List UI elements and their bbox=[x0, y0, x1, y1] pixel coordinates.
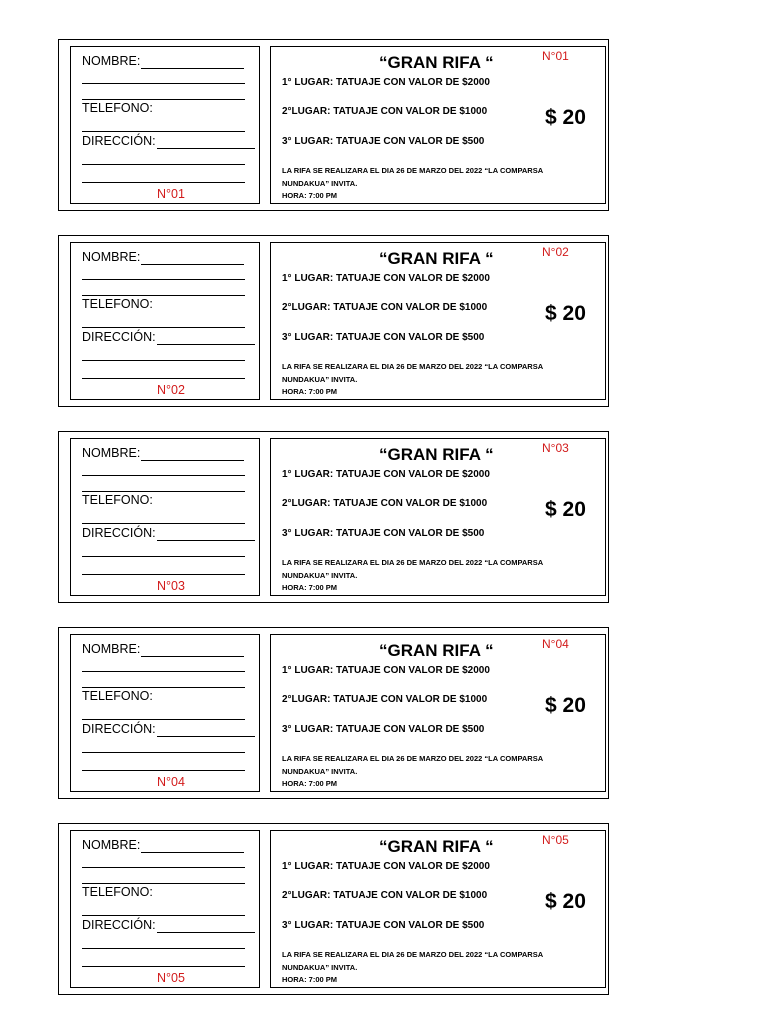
blank-line[interactable] bbox=[82, 953, 245, 967]
telefono-field bbox=[82, 884, 153, 900]
raffle-info-line: NUNDAKUA” INVITA. bbox=[282, 766, 358, 776]
prize-second: 2°LUGAR: TATUAJE CON VALOR DE $1000 bbox=[282, 890, 488, 901]
blank-line[interactable] bbox=[82, 674, 245, 688]
prize-third: 3° LUGAR: TATUAJE CON VALOR DE $500 bbox=[282, 136, 485, 147]
blank-line[interactable] bbox=[82, 561, 245, 575]
raffle-info bbox=[282, 361, 592, 399]
direccion-field bbox=[82, 525, 255, 541]
direccion-blank[interactable] bbox=[157, 920, 255, 933]
ticket-number: N°05 bbox=[542, 833, 569, 847]
blank-line[interactable] bbox=[82, 854, 245, 868]
prize-second: 2°LUGAR: TATUAJE CON VALOR DE $1000 bbox=[282, 694, 488, 705]
telefono-label: TELEFONO: bbox=[82, 493, 153, 507]
raffle-ticket bbox=[58, 39, 609, 211]
ticket-main bbox=[270, 634, 606, 792]
nombre-label: NOMBRE: bbox=[82, 838, 141, 852]
raffle-info-line: LA RIFA SE REALIZARA EL DIA 26 DE MARZO DEL 2022 “LA COMPARSA bbox=[282, 950, 544, 959]
nombre-field bbox=[82, 53, 244, 69]
raffle-ticket bbox=[58, 235, 609, 407]
raffle-info bbox=[282, 753, 592, 791]
raffle-info-line: LA RIFA SE REALIZARA EL DIA 26 DE MARZO DEL 2022 “LA COMPARSA bbox=[282, 558, 544, 567]
ticket-main bbox=[270, 830, 606, 988]
raffle-info-time: HORA: 7:00 PM bbox=[282, 387, 338, 396]
nombre-label: NOMBRE: bbox=[82, 642, 141, 656]
ticket-title: “GRAN RIFA “ bbox=[379, 445, 494, 464]
raffle-info-line: LA RIFA SE REALIZARA EL DIA 26 DE MARZO DEL 2022 “LA COMPARSA bbox=[282, 362, 544, 371]
raffle-ticket bbox=[58, 431, 609, 603]
direccion-blank[interactable] bbox=[157, 136, 255, 149]
ticket-main bbox=[270, 242, 606, 400]
nombre-blank[interactable] bbox=[141, 56, 244, 69]
telefono-field bbox=[82, 492, 153, 508]
raffle-info-line: NUNDAKUA” INVITA. bbox=[282, 570, 358, 580]
raffle-info-line: NUNDAKUA” INVITA. bbox=[282, 962, 358, 972]
prize-third: 3° LUGAR: TATUAJE CON VALOR DE $500 bbox=[282, 528, 485, 539]
ticket-number: N°04 bbox=[542, 637, 569, 651]
stub-number: N°05 bbox=[157, 971, 185, 985]
nombre-blank[interactable] bbox=[141, 644, 244, 657]
blank-line[interactable] bbox=[82, 706, 245, 720]
blank-line[interactable] bbox=[82, 739, 245, 753]
prize-first: 1° LUGAR: TATUAJE CON VALOR DE $2000 bbox=[282, 665, 490, 676]
ticket-number: N°01 bbox=[542, 49, 569, 63]
ticket-stub bbox=[70, 634, 260, 792]
direccion-field bbox=[82, 133, 255, 149]
direccion-blank[interactable] bbox=[157, 724, 255, 737]
raffle-info-time: HORA: 7:00 PM bbox=[282, 975, 338, 984]
direccion-blank[interactable] bbox=[157, 332, 255, 345]
direccion-field bbox=[82, 721, 255, 737]
raffle-info-line: NUNDAKUA” INVITA. bbox=[282, 178, 358, 188]
ticket-stub bbox=[70, 46, 260, 204]
ticket-price: $ 20 bbox=[545, 106, 586, 129]
ticket-price: $ 20 bbox=[545, 694, 586, 717]
nombre-field bbox=[82, 249, 244, 265]
nombre-blank[interactable] bbox=[141, 840, 244, 853]
nombre-field bbox=[82, 837, 244, 853]
blank-line[interactable] bbox=[82, 347, 245, 361]
blank-line[interactable] bbox=[82, 282, 245, 296]
prize-first: 1° LUGAR: TATUAJE CON VALOR DE $2000 bbox=[282, 273, 490, 284]
blank-line[interactable] bbox=[82, 86, 245, 100]
raffle-info-line: LA RIFA SE REALIZARA EL DIA 26 DE MARZO DEL 2022 “LA COMPARSA bbox=[282, 166, 544, 175]
prize-second: 2°LUGAR: TATUAJE CON VALOR DE $1000 bbox=[282, 106, 488, 117]
nombre-label: NOMBRE: bbox=[82, 250, 141, 264]
blank-line[interactable] bbox=[82, 510, 245, 524]
stub-number: N°04 bbox=[157, 775, 185, 789]
ticket-title: “GRAN RIFA “ bbox=[379, 53, 494, 72]
raffle-info-time: HORA: 7:00 PM bbox=[282, 191, 338, 200]
prize-first: 1° LUGAR: TATUAJE CON VALOR DE $2000 bbox=[282, 469, 490, 480]
blank-line[interactable] bbox=[82, 314, 245, 328]
ticket-number: N°02 bbox=[542, 245, 569, 259]
telefono-label: TELEFONO: bbox=[82, 297, 153, 311]
raffle-info bbox=[282, 557, 592, 595]
telefono-field bbox=[82, 296, 153, 312]
nombre-blank[interactable] bbox=[141, 252, 244, 265]
ticket-title: “GRAN RIFA “ bbox=[379, 837, 494, 856]
blank-line[interactable] bbox=[82, 70, 245, 84]
blank-line[interactable] bbox=[82, 169, 245, 183]
stub-number: N°02 bbox=[157, 383, 185, 397]
blank-line[interactable] bbox=[82, 757, 245, 771]
raffle-info-line: LA RIFA SE REALIZARA EL DIA 26 DE MARZO DEL 2022 “LA COMPARSA bbox=[282, 754, 544, 763]
ticket-price: $ 20 bbox=[545, 302, 586, 325]
blank-line[interactable] bbox=[82, 266, 245, 280]
raffle-info-time: HORA: 7:00 PM bbox=[282, 583, 338, 592]
direccion-field bbox=[82, 917, 255, 933]
direccion-label: DIRECCIÓN: bbox=[82, 526, 156, 540]
stub-number: N°01 bbox=[157, 187, 185, 201]
blank-line[interactable] bbox=[82, 902, 245, 916]
prize-third: 3° LUGAR: TATUAJE CON VALOR DE $500 bbox=[282, 332, 485, 343]
direccion-label: DIRECCIÓN: bbox=[82, 134, 156, 148]
nombre-blank[interactable] bbox=[141, 448, 244, 461]
blank-line[interactable] bbox=[82, 935, 245, 949]
ticket-stub bbox=[70, 242, 260, 400]
blank-line[interactable] bbox=[82, 658, 245, 672]
blank-line[interactable] bbox=[82, 365, 245, 379]
blank-line[interactable] bbox=[82, 462, 245, 476]
ticket-main bbox=[270, 438, 606, 596]
direccion-field bbox=[82, 329, 255, 345]
ticket-price: $ 20 bbox=[545, 890, 586, 913]
ticket-title: “GRAN RIFA “ bbox=[379, 641, 494, 660]
telefono-label: TELEFONO: bbox=[82, 885, 153, 899]
blank-line[interactable] bbox=[82, 118, 245, 132]
direccion-label: DIRECCIÓN: bbox=[82, 722, 156, 736]
raffle-info-time: HORA: 7:00 PM bbox=[282, 779, 338, 788]
telefono-field bbox=[82, 688, 153, 704]
prize-second: 2°LUGAR: TATUAJE CON VALOR DE $1000 bbox=[282, 302, 488, 313]
prize-third: 3° LUGAR: TATUAJE CON VALOR DE $500 bbox=[282, 724, 485, 735]
prize-third: 3° LUGAR: TATUAJE CON VALOR DE $500 bbox=[282, 920, 485, 931]
ticket-number: N°03 bbox=[542, 441, 569, 455]
nombre-label: NOMBRE: bbox=[82, 446, 141, 460]
stub-number: N°03 bbox=[157, 579, 185, 593]
direccion-blank[interactable] bbox=[157, 528, 255, 541]
raffle-ticket bbox=[58, 627, 609, 799]
blank-line[interactable] bbox=[82, 870, 245, 884]
ticket-price: $ 20 bbox=[545, 498, 586, 521]
raffle-info bbox=[282, 949, 592, 987]
blank-line[interactable] bbox=[82, 478, 245, 492]
nombre-field bbox=[82, 641, 244, 657]
ticket-main bbox=[270, 46, 606, 204]
raffle-info bbox=[282, 165, 592, 203]
blank-line[interactable] bbox=[82, 151, 245, 165]
prize-first: 1° LUGAR: TATUAJE CON VALOR DE $2000 bbox=[282, 861, 490, 872]
nombre-label: NOMBRE: bbox=[82, 54, 141, 68]
ticket-title: “GRAN RIFA “ bbox=[379, 249, 494, 268]
telefono-label: TELEFONO: bbox=[82, 689, 153, 703]
blank-line[interactable] bbox=[82, 543, 245, 557]
nombre-field bbox=[82, 445, 244, 461]
prize-first: 1° LUGAR: TATUAJE CON VALOR DE $2000 bbox=[282, 77, 490, 88]
ticket-stub bbox=[70, 830, 260, 988]
ticket-stub bbox=[70, 438, 260, 596]
telefono-field bbox=[82, 100, 153, 116]
telefono-label: TELEFONO: bbox=[82, 101, 153, 115]
direccion-label: DIRECCIÓN: bbox=[82, 330, 156, 344]
raffle-info-line: NUNDAKUA” INVITA. bbox=[282, 374, 358, 384]
raffle-ticket bbox=[58, 823, 609, 995]
direccion-label: DIRECCIÓN: bbox=[82, 918, 156, 932]
prize-second: 2°LUGAR: TATUAJE CON VALOR DE $1000 bbox=[282, 498, 488, 509]
